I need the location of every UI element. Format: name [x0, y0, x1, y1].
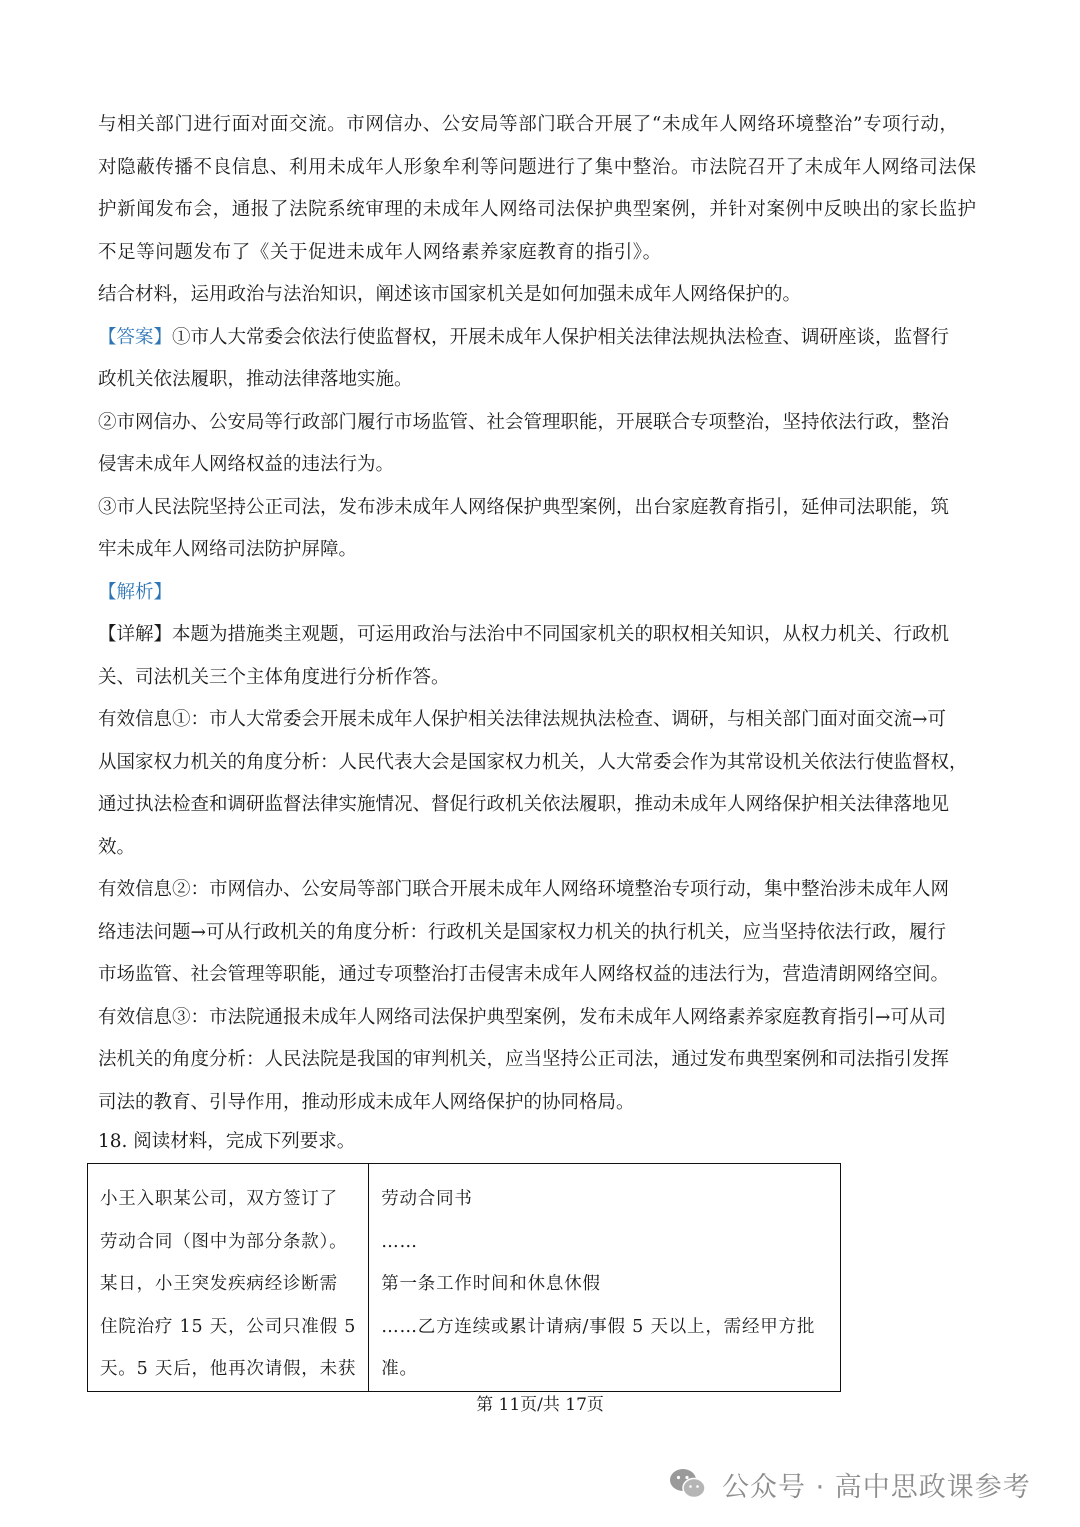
answer-line	[98, 317, 988, 360]
detail-line: 法机关的角度分析：人民法院是我国的审判机关，应当坚持公正司法，通过发布典型案例和司法指引发挥	[98, 1049, 950, 1070]
detail-line	[98, 614, 988, 657]
detail-line: 通过执法检查和调研监督法律实施情况、督促行政机关依法履职，推动未成年人网络保护相关法律落地见	[98, 794, 950, 815]
detail-line: 市场监管、社会管理等职能，通过专项整治打击侵害未成年人网络权益的违法行为，营造清朗网络空间。	[98, 964, 950, 985]
material-line: 护新闻发布会，通报了法院系统审理的未成年人网络司法保护典型案例，并针对案例中反映出的家长监护	[98, 199, 977, 220]
detail-line: 关、司法机关三个主体角度进行分析作答。	[98, 666, 450, 688]
answer-tag: 【答案】	[98, 326, 173, 348]
answer-line: 政机关依法履职，推动法律落地实施。	[98, 369, 413, 390]
page-footer: 第 11页/共 17页	[476, 1395, 604, 1415]
analysis-line	[98, 572, 988, 615]
detail-line: 络违法问题→可从行政机关的角度分析：行政机关是国家权力机关的执行机关，应当坚持依法行政，履行	[98, 921, 947, 943]
detail-line: 有效信息②：市网信办、公安局等部门联合开展未成年人网络环境整治专项行动，集中整治涉未成年人网	[98, 879, 950, 900]
cell-line: 天。5 天后，他再次请假，未获	[100, 1359, 357, 1379]
watermark-text: 公众号 · 高中思政课参考	[722, 1471, 1031, 1503]
cell-line: 第一条工作时间和休息休假	[381, 1274, 601, 1294]
cell-line: ……	[381, 1231, 418, 1252]
cell-line: 劳动合同书	[381, 1189, 473, 1209]
detail-line: 效。	[98, 836, 136, 858]
answer-line: ③市人民法院坚持公正司法，发布涉未成年人网络保护典型案例，出台家庭教育指引，延伸司法职能，筑	[98, 496, 950, 518]
page-body	[98, 104, 988, 1124]
cell-line: 小王入职某公司，双方签订了	[100, 1189, 338, 1209]
detail-text: 本题为措施类主观题，可运用政治与法治中不同国家机关的职权相关知识，从权力机关、行政机	[172, 624, 950, 645]
watermark	[668, 1462, 1031, 1506]
detail-line: 有效信息①：市人大常委会开展未成年人保护相关法律法规执法检查、调研，与相关部门面对面交流→可	[98, 709, 947, 730]
answer-line: 侵害未成年人网络权益的违法行为。	[98, 454, 395, 475]
table-row	[88, 1164, 841, 1392]
material-line: 与相关部门进行面对面交流。市网信办、公安局等部门联合开展了“未成年人网络环境整治”专项行动，	[98, 114, 959, 135]
analysis-tag: 【解析】	[98, 581, 173, 603]
material-line: 对隐蔽传播不良信息、利用未成年人形象牟利等问题进行了集中整治。市法院召开了未成年人网络司法保	[98, 156, 977, 178]
cell-line: ……乙方连续或累计请病/事假 5 天以上，需经甲方批	[381, 1316, 816, 1337]
cell-line: 住院治疗 15 天，公司只准假 5	[100, 1316, 357, 1337]
answer-text: ①市人大常委会依法行使监督权，开展未成年人保护相关法律法规执法检查、调研座谈，监督行	[172, 326, 950, 348]
detail-line: 从国家权力机关的角度分析：人民代表大会是国家权力机关，人大常委会作为其常设机关依法行使监督权，	[98, 751, 968, 773]
case-description-cell	[88, 1164, 369, 1392]
question-text: 结合材料，运用政治与法治知识，阐述该市国家机关是如何加强未成年人网络保护的。	[98, 284, 802, 305]
answer-line: 牢未成年人网络司法防护屏障。	[98, 539, 358, 560]
question-18-heading: 18. 阅读材料，完成下列要求。	[98, 1131, 356, 1152]
detail-line: 有效信息③：市法院通报未成年人网络司法保护典型案例，发布未成年人网络素养家庭教育指引→可从司	[98, 1006, 947, 1028]
cell-line: 准。	[381, 1359, 418, 1379]
detail-line: 司法的教育、引导作用，推动形成未成年人网络保护的协同格局。	[98, 1091, 635, 1113]
answer-line: ②市网信办、公安局等行政部门履行市场监管、社会管理职能，开展联合专项整治，坚持依法行政，整治	[98, 411, 950, 433]
contract-excerpt-cell	[369, 1164, 841, 1392]
material-table	[87, 1163, 841, 1392]
cell-line: 某日，小王突发疾病经诊断需	[100, 1274, 338, 1294]
wechat-icon	[668, 1467, 708, 1501]
cell-line: 劳动合同（图中为部分条款）。	[100, 1231, 348, 1252]
material-line: 不足等问题发布了《关于促进未成年人网络素养家庭教育的指引》。	[98, 241, 662, 263]
detail-tag: 【详解】	[98, 624, 173, 645]
